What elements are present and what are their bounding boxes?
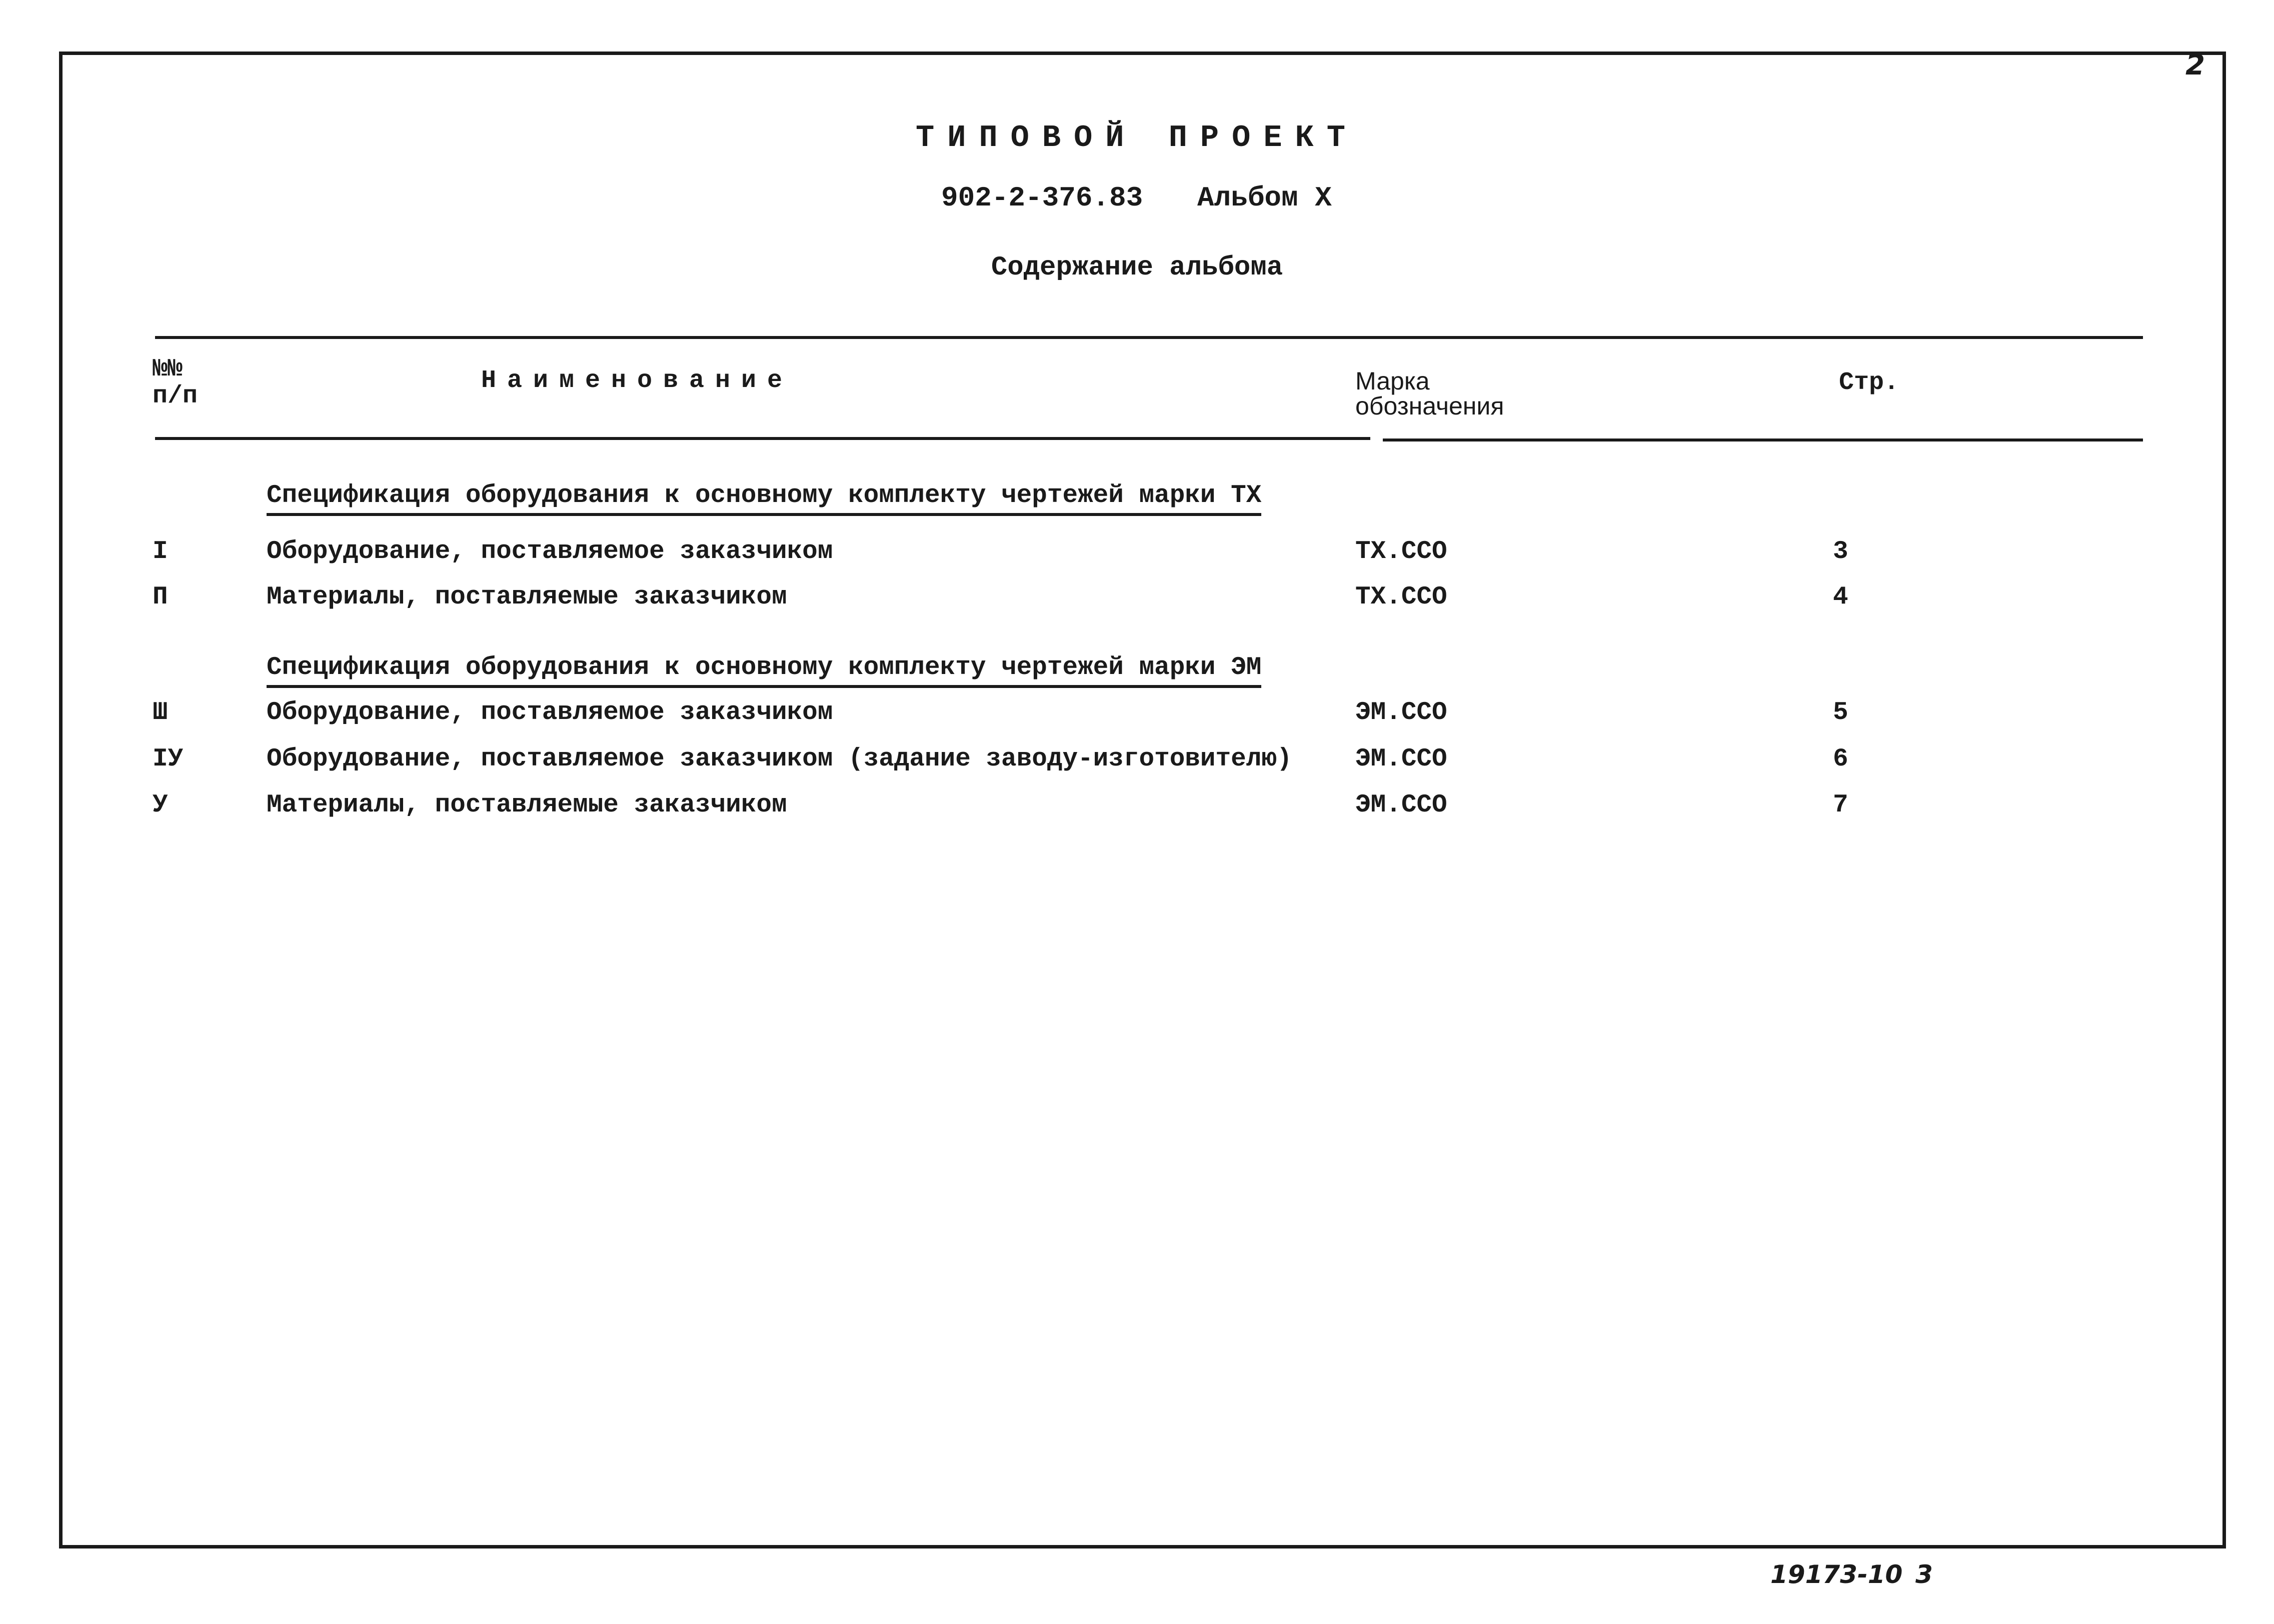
row-name: Материалы, поставляемые заказчиком — [267, 583, 787, 612]
column-header-name: Наименование — [481, 366, 794, 395]
row-mark: ЭМ.ССО — [1355, 698, 1447, 727]
row-number: У — [153, 791, 168, 820]
row-number: Ш — [153, 698, 168, 727]
row-page: 3 — [1833, 538, 1848, 566]
project-code: 902-2-376.83 — [941, 182, 1143, 214]
row-name: Оборудование, поставляемое заказчиком — [267, 538, 833, 566]
contents-title: Содержание альбома — [991, 252, 1283, 283]
sheet-number: 2 — [2185, 49, 2205, 82]
row-name: Материалы, поставляемые заказчиком — [267, 791, 787, 820]
row-page: 6 — [1833, 745, 1848, 774]
row-mark: ТХ.ССО — [1355, 538, 1447, 566]
section-title-em: Спецификация оборудования к основному комплекту чертежей марки ЭМ — [267, 654, 1261, 688]
row-name: Оборудование, поставляемое заказчиком — [267, 698, 833, 727]
header-bottom-rule-left — [155, 437, 1370, 440]
document-title: ТИПОВОЙ ПРОЕКТ — [916, 120, 1358, 156]
row-number: I — [153, 538, 168, 566]
row-page: 7 — [1833, 791, 1848, 820]
row-number: П — [153, 583, 168, 612]
row-mark: ТХ.ССО — [1355, 583, 1447, 612]
album-label: Альбом Х — [1197, 182, 1332, 214]
row-mark: ЭМ.ССО — [1355, 745, 1447, 774]
footer-page-number: 3 — [1915, 1560, 1933, 1589]
row-page: 4 — [1833, 583, 1848, 612]
row-name: Оборудование, поставляемое заказчиком (задание заводу-изготовителю) — [267, 745, 1292, 774]
section-title-tx: Спецификация оборудования к основному комплекту чертежей марки ТХ — [267, 482, 1261, 516]
column-header-mark: Марка обозначения — [1355, 367, 1504, 420]
row-number: IУ — [153, 745, 184, 774]
table-top-rule — [155, 336, 2143, 339]
archive-code: 19173-10 — [1770, 1560, 1903, 1589]
column-header-page: Стр. — [1839, 368, 1899, 397]
header-bottom-rule-right — [1383, 438, 2143, 442]
column-header-number: №№ п/п — [153, 355, 198, 410]
row-mark: ЭМ.ССО — [1355, 791, 1447, 820]
row-page: 5 — [1833, 698, 1848, 727]
